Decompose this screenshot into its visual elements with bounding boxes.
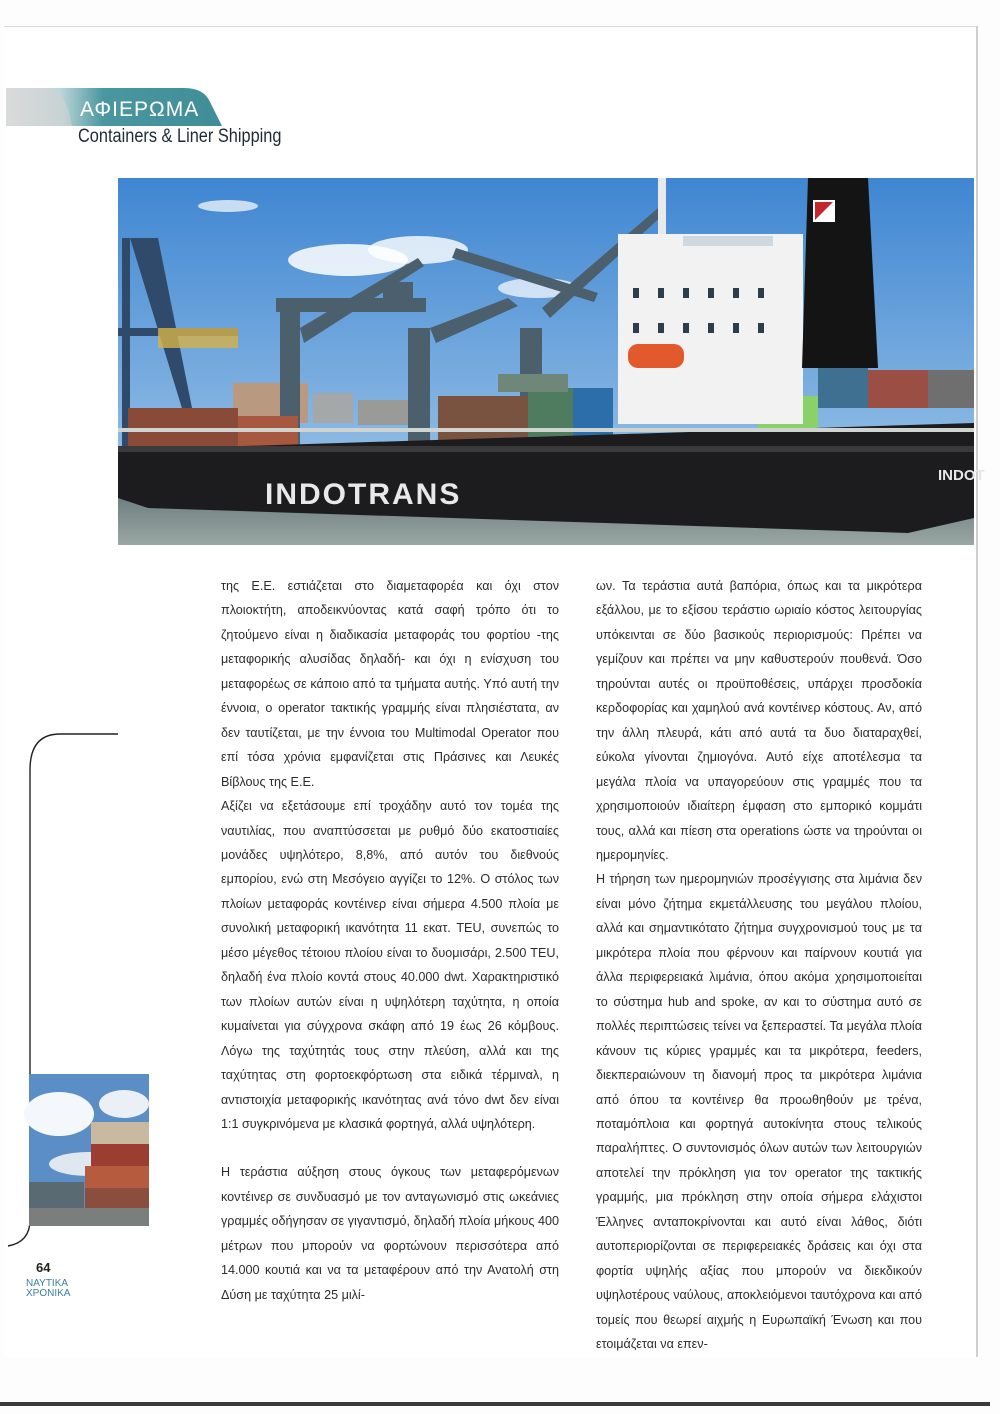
page-number: 64	[36, 1260, 51, 1275]
ship-name-stern: INDOT	[938, 467, 985, 484]
container-ship-image	[118, 178, 985, 545]
paragraph: Αξίζει να εξετάσουμε επί τροχάδην αυτό τον τομέα της ναυτιλίας, που αναπτύσσεται με ρυθμό δύο εκατοστιαίες μονάδες υψηλότερο, 8,8%, από αυτόν του διεθνούς εμπορίου, ενώ στη Μεσόγειο αγγίζει το 12%. Ο στόλος των πλοίων μεταφοράς κοντέινερ είναι σήμερα 4.500 πλοία με συνολική μεταφορική ικανότητα 11 εκατ. TEU, συνεπώς το μέσο μέγεθος τέτοιου πλοίου είναι το δυομισάρι, 2.500 TEU, δηλαδή ένα πλοίο κοντά στους 40.000 dwt. Χαρακτηριστικό των πλοίων αυτών είναι η υψηλότερη ταχύτητα, η οποία κυμαίνεται για σύγχρονα σκάφη από 19 έως 26 κόμβους. Λόγω της ταχύτητάς τους στην πλεύση, αλλά και της ταχύτητας στη φορτοεκφόρτωση στα ειδικά τέρμιναλ, η αντιστοιχία μεταφορικής ικανότητας ανά τόνο dwt δεν είναι 1:1 συγκρινόμενα με κλασικά φορτηγά, αλλά υψηλότερη.	[221, 799, 559, 1131]
paragraph: Η τήρηση των ημερομηνιών προσέγγισης στα λιμάνια δεν είναι μόνο ζήτημα εκμετάλλευσης του μεγάλου πλοίου, αλλά και σημαντικότατο ζήτημα συγχρονισμού τους με τα μικρότερα πλοία που φέρνουν και παίρνουν κουτιά για άλλα περιφερειακά λιμάνια, όπου ακόμα χρησιμοποιείται το σύστημα hub and spoke, αν και το σύστημα αυτό σε πολλές περιπτώσεις τείνει να ξεπεραστεί. Τα μεγάλα πλοία κάνουν τις κύριες γραμμές και τα μικρότερα, feeders, διεκπεραιώνουν τη διανομή προς τα μικρότερα λιμάνια από όπου τα κοντέινερ θα προωθηθούν με τρένα, ποταμόπλοια και φορτηγά αυτοκίνητα στους τελικούς παραλήπτες. Ο συντονισμός όλων αυτών των λειτουργιών αποτελεί την πρόκληση για τον operator της τακτικής γραμμής, μια πρόκληση στην οποία σήμερα ελάχιστοι Έλληνες ανταποκρίνονται και αυτό είναι λάθος, διότι αυτοπεριορίζονται σε περιφερειακές δράσεις και όχι στα φορτία υψηλής αξίας που μπορούν να διεκδικούν υψηλοτέρους ναύλους, αποκλειόμενοι ταυτόχρονα και από τομείς που θεωρεί αιχμής η Ευρωπαϊκή Ένωση και που ετοιμάζεται να επεν-	[596, 872, 922, 1352]
paragraph: της Ε.Ε. εστιάζεται στο διαμεταφορέα και όχι στον πλοιοκτήτη, αποδεικνύοντας κατά σαφή τρόπο ότι το ζητούμενο είναι η διαδικασία μεταφοράς του φορτίου -της μεταφορικής αλυσίδας δηλαδή- και όχι η ενίσχυση του μεταφορέως σε κάποιο από τα τμήματα αυτής. Υπό αυτή την έννοια, ο operator τακτικής γραμμής είναι πλησιέστατα, αν δεν ταυτίζεται, με την έννοια του Multimodal Operator που επί τόσα χρόνια εμφανίζεται στις Πράσινες και Λευκές Βίβλους της Ε.Ε.	[221, 579, 559, 789]
section-subtitle: Containers & Liner Shipping	[78, 126, 282, 147]
magazine-name-line2: ΧΡΟΝΙΚΑ	[26, 1288, 71, 1299]
article-column-left	[221, 574, 559, 1307]
ship-name: INDOTRANS	[265, 478, 462, 511]
paragraph: Η τεράστια αύξηση στους όγκους των μεταφερόμενων κοντέινερ σε συνδυασμό με τον ανταγωνισμό στις ωκεάνιες γραμμές οδήγησαν σε γιγαντισμό, δηλαδή πλοία μήκους 400 μέτρων που μπορούν να φορτώνουν περισσότερα από 14.000 κουτιά και να τα μεταφέρουν από την Ανατολή στη Δύση με ταχύτητα 25 μιλί-	[221, 1165, 559, 1302]
paragraph-gap	[221, 1136, 559, 1160]
hero-photo	[118, 178, 985, 545]
bottom-rule	[0, 1402, 990, 1406]
section-title: ΑΦΙΕΡΩΜΑ	[80, 98, 200, 121]
thumbnail-photo	[29, 1074, 149, 1226]
paragraph: ων. Τα τεράστια αυτά βαπόρια, όπως και τα μικρότερα εξάλλου, με το εξίσου τεράστιο ωριαίο κόστος λειτουργίας υπόκεινται σε δύο βασικούς περιορισμούς: Πρέπει να γεμίζουν και πρέπει να μην καθυστερούν πουθενά. Όσο τηρούνται αυτές οι προϋποθέσεις, υπάρχει προσδοκία κερδοφορίας και χαμηλού ανά κοντέινερ κόστους. Αν, από την άλλη πλευρά, κάτι από αυτά τα δυο διαταραχθεί, εύκολα γίνονται ζημιογόνα. Αυτό είχε αποτέλεσμα τα μεγάλα πλοία να υπαγορεύουν στις γραμμές που τα χρησιμοποιούν ιδιαίτερη έμφαση στο εμπορικό κομμάτι τους, αλλά και πίεση στα operations ώστε να τηρούνται οι ημερομηνίες.	[596, 579, 922, 862]
magazine-name-line1: ΝΑΥΤΙΚΑ	[26, 1278, 69, 1289]
container-stack-image	[29, 1074, 149, 1226]
article-column-right	[596, 574, 922, 1357]
magazine-name	[26, 1279, 70, 1299]
